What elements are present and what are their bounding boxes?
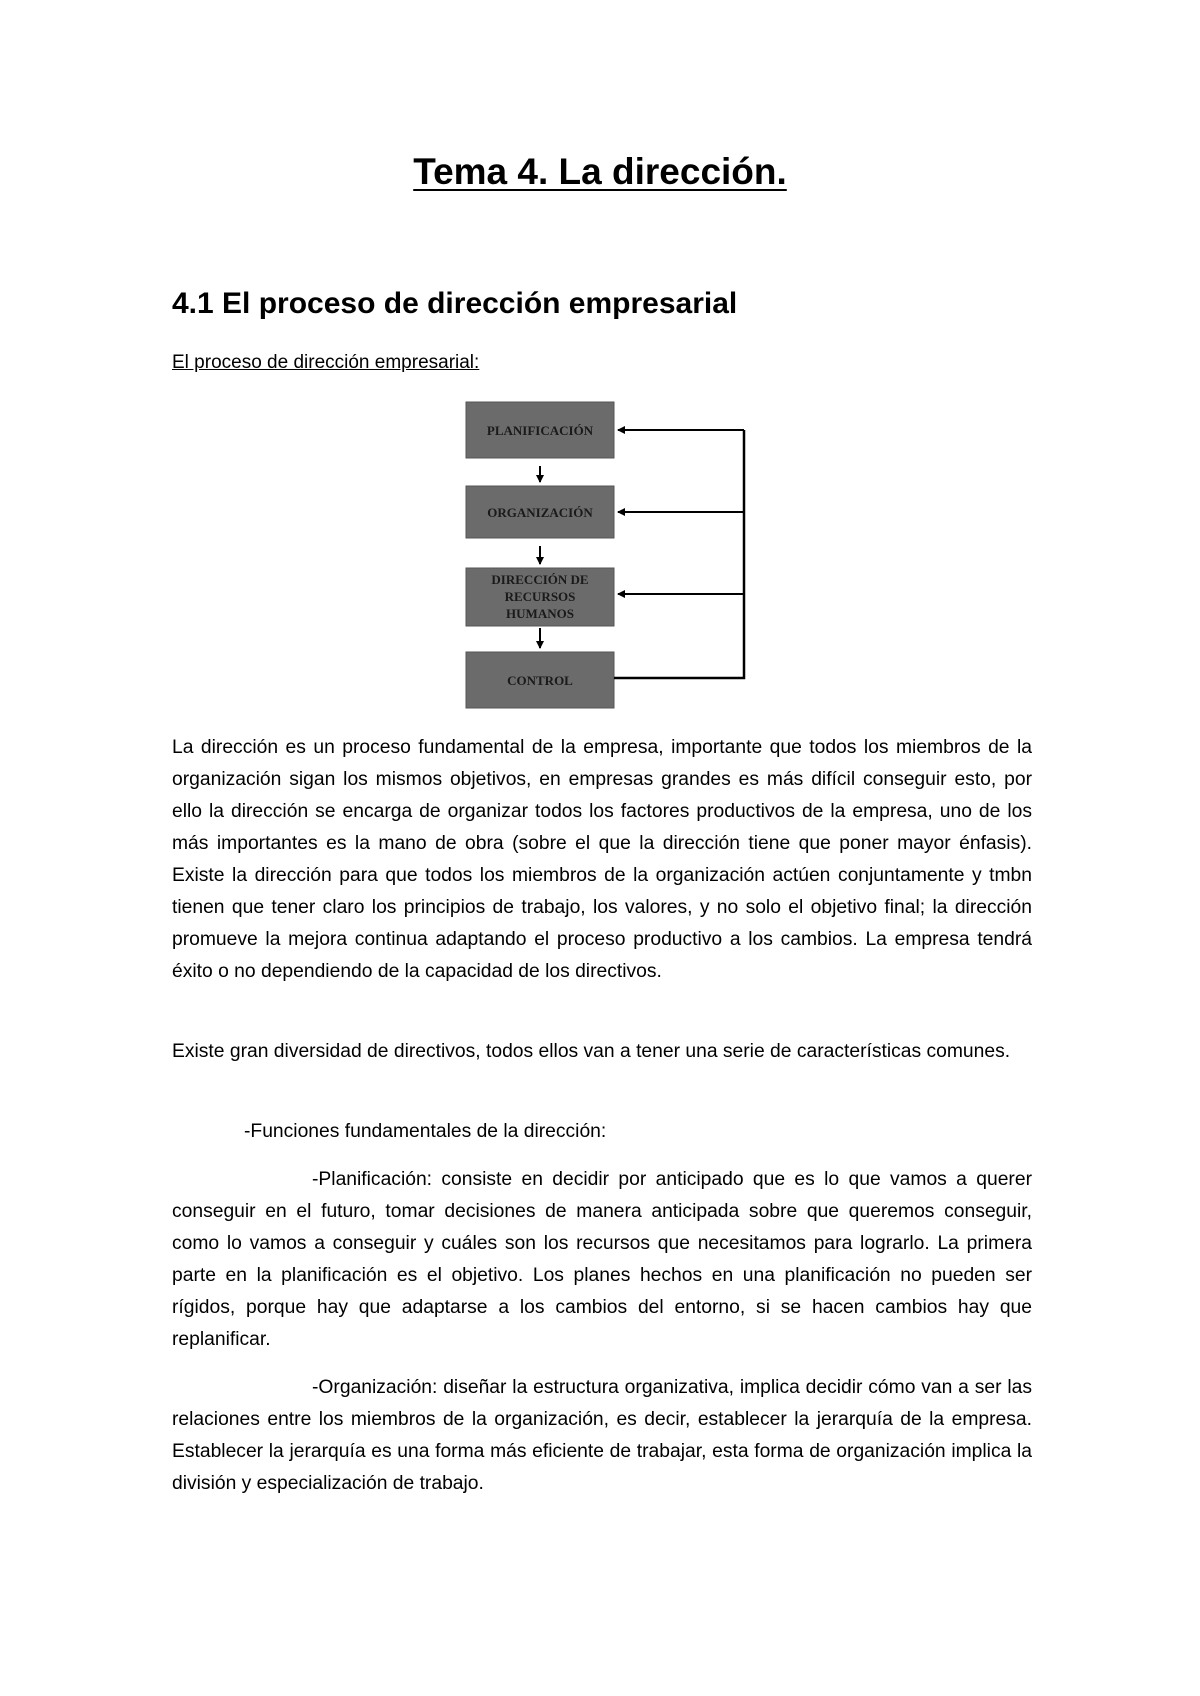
step-label-line: ORGANIZACIÓN [487,505,593,520]
document-title: Tema 4. La dirección. [413,151,787,192]
step-label-line: RECURSOS [504,589,576,604]
paragraph-funciones-heading: -Funciones fundamentales de la dirección: [244,1121,607,1142]
step-label-control [507,673,573,688]
process-diagram [460,398,760,710]
section-subtitle: El proceso de dirección empresarial: [172,352,480,373]
paragraph-planificacion: -Planificación: consiste en decidir por anticipado que es lo que vamos a querer conseguir en el futuro, tomar decisiones de manera anticipada sobre que queremos conseguir, como lo vamos a conseguir y cuáles son los recursos que necesitamos para lograrlo. La primera parte en la planificación es el objetivo. Los planes hechos en una planificación no pueden ser rígidos, porque hay que adaptarse a los cambios del entorno, si se hacen cambios hay que replanificar. [172,1169,1032,1350]
paragraph-direccion-intro: La dirección es un proceso fundamental de la empresa, importante que todos los miembros de la organización sigan los mismos objetivos, en empresas grandes es más difícil conseguir esto, por ello la dirección se encarga de organizar todos los factores productivos de la empresa, uno de los más importantes es la mano de obra (sobre el que la dirección tiene que poner mayor énfasis). Existe la dirección para que todos los miembros de la organización actúen conjuntamente y tmbn tienen que tener claro los principios de trabajo, los valores, y no solo el objetivo final; la dirección promueve la mejora continua adaptando el proceso productivo a los cambios. La empresa tendrá éxito o no dependiendo de la capacidad de los directivos. [172,737,1032,982]
paragraph-diversidad-directivos: Existe gran diversidad de directivos, todos ellos van a tener una serie de características comunes. [172,1041,1011,1062]
paragraph-organizacion: -Organización: diseñar la estructura organizativa, implica decidir cómo van a ser las relaciones entre los miembros de la organización, es decir, establecer la jerarquía de la empresa. Establecer la jerarquía es una forma más eficiente de trabajar, esta forma de organización implica la división y especialización de trabajo. [172,1377,1032,1494]
step-label-line: HUMANOS [506,606,574,621]
step-label-line: PLANIFICACIÓN [486,423,594,438]
step-label-line: CONTROL [507,673,573,688]
process-diagram-svg [460,398,760,710]
section-heading: 4.1 El proceso de dirección empresarial [172,287,738,320]
step-label-organizacion [487,505,593,520]
feedback-loop-line [614,430,744,678]
step-label-line: DIRECCIÓN DE [491,572,589,587]
step-label-planificacion [487,423,594,438]
